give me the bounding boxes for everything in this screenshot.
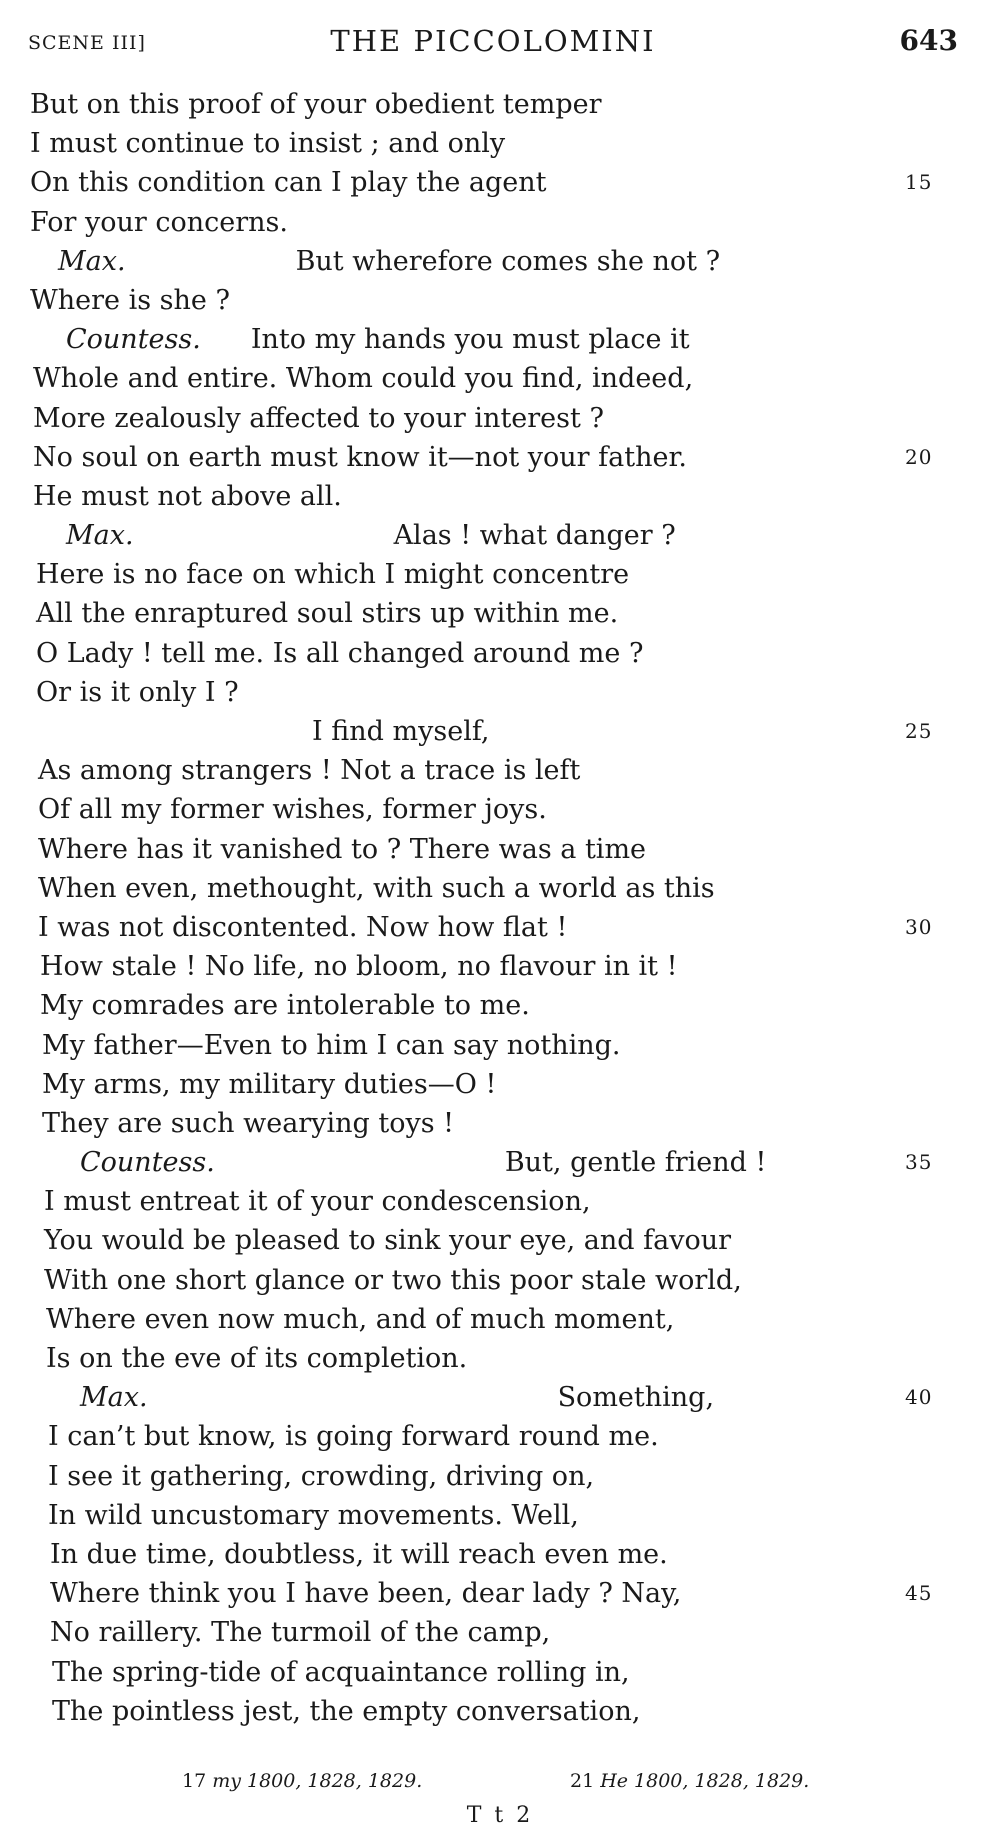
speaker-name: Max. (58, 245, 126, 277)
line-text: I see it gathering, crowding, driving on, (48, 1460, 595, 1492)
line-number: 45 (905, 1581, 933, 1606)
line-text: Where even now much, and of much moment, (46, 1303, 675, 1335)
verse-line (0, 1692, 1000, 1731)
line-text: Alas ! what danger ? (393, 520, 676, 552)
verse-line (0, 634, 1000, 673)
verse-line (0, 869, 1000, 908)
line-number: 15 (905, 170, 933, 195)
footnotes (0, 1770, 1000, 1806)
line-text: I can’t but know, is going forward round me. (48, 1421, 659, 1453)
line-text: Is on the eve of its completion. (46, 1343, 468, 1374)
line-text: O Lady ! tell me. Is all changed around me ? (36, 637, 644, 669)
verse-line (0, 1300, 1000, 1339)
line-text: The spring-tide of acquaintance rolling in, (52, 1656, 630, 1688)
verse-line (0, 438, 1000, 477)
verse-line (0, 1613, 1000, 1652)
footnote: 21 He 1800, 1828, 1829. (570, 1770, 810, 1792)
line-text: But, gentle friend ! (504, 1147, 767, 1179)
verse-text (0, 85, 1000, 1731)
verse-line (0, 1143, 1000, 1182)
line-text: As among strangers ! Not a trace is left (38, 755, 581, 787)
speaker-name: Max. (66, 520, 134, 552)
line-text: You would be pleased to sink your eye, and favour (44, 1225, 732, 1257)
line-text: On this condition can I play the agent (30, 167, 547, 199)
running-header (28, 24, 958, 64)
signature-mark: T t 2 (466, 1803, 534, 1828)
line-text: Or is it only I ? (36, 676, 239, 708)
verse-line (0, 1535, 1000, 1574)
verse-line (0, 85, 1000, 124)
line-text: Whole and entire. Whom could you find, indeed, (33, 363, 694, 395)
line-text: No soul on earth must know it—not your father. (33, 441, 687, 473)
line-text: He must not above all. (33, 480, 342, 512)
line-text: Where is she ? (30, 284, 230, 316)
verse-line (0, 1574, 1000, 1613)
line-number: 25 (905, 719, 933, 743)
verse-line (0, 1417, 1000, 1456)
line-text: My comrades are intolerable to me. (40, 990, 530, 1022)
line-number: 20 (905, 444, 933, 469)
line-text: I must continue to insist ; and only (30, 128, 506, 160)
line-text: But wherefore comes she not ? (295, 245, 721, 277)
line-text: In wild uncustomary movements. Well, (48, 1499, 579, 1531)
line-text: In due time, doubtless, it will reach even me. (50, 1538, 668, 1570)
verse-line (0, 242, 1000, 281)
verse-line (0, 673, 1000, 712)
speaker-name: Countess. (66, 324, 201, 356)
line-number: 30 (905, 914, 933, 939)
line-text: I was not discontented. Now how flat ! (38, 911, 568, 943)
verse-line (0, 751, 1000, 790)
line-text: Something, (557, 1382, 715, 1414)
verse-line (0, 477, 1000, 516)
verse-line (0, 399, 1000, 438)
verse-line (0, 1182, 1000, 1221)
verse-line (0, 1065, 1000, 1104)
verse-line (0, 1104, 1000, 1143)
line-text: But on this proof of your obedient temper (30, 89, 602, 120)
verse-line (0, 1378, 1000, 1417)
line-text: Where has it vanished to ? There was a time (38, 833, 647, 865)
verse-line (0, 1261, 1000, 1300)
line-text: They are such wearying toys ! (42, 1107, 455, 1139)
verse-line (0, 1339, 1000, 1378)
line-text: Here is no face on which I might concentre (36, 559, 630, 591)
line-text: How stale ! No life, no bloom, no flavour in it ! (40, 951, 678, 983)
line-text: With one short glance or two this poor stale world, (44, 1264, 742, 1296)
verse-line (0, 1221, 1000, 1260)
verse-line (0, 1653, 1000, 1692)
line-text: I find myself, (312, 716, 490, 747)
page-number: 643 (899, 24, 958, 57)
line-text: For your concerns. (30, 206, 288, 238)
verse-line (0, 203, 1000, 242)
verse-line (0, 516, 1000, 555)
verse-line (0, 1457, 1000, 1496)
verse-line (0, 281, 1000, 320)
line-text: The pointless jest, the empty conversation, (52, 1695, 641, 1727)
verse-line (0, 124, 1000, 163)
footnote: 17 my 1800, 1828, 1829. (182, 1770, 423, 1792)
verse-line (0, 320, 1000, 359)
speaker-name: Max. (80, 1382, 148, 1414)
line-text: All the enraptured soul stirs up within me. (36, 598, 619, 630)
line-text: Into my hands you must place it (250, 324, 690, 356)
verse-line (0, 712, 1000, 751)
verse-line (0, 555, 1000, 594)
verse-line (0, 359, 1000, 398)
verse-line (0, 908, 1000, 947)
verse-line (0, 1026, 1000, 1065)
line-text: My arms, my military duties—O ! (42, 1068, 497, 1100)
verse-line (0, 986, 1000, 1025)
verse-line (0, 830, 1000, 869)
scene-label: SCENE III] (28, 32, 146, 54)
speaker-name: Countess. (80, 1147, 215, 1179)
line-text: When even, methought, with such a world as this (38, 872, 715, 904)
line-text: Of all my former wishes, former joys. (38, 794, 547, 826)
verse-line (0, 790, 1000, 829)
line-text: Where think you I have been, dear lady ? Nay, (50, 1578, 682, 1610)
page-title: THE PICCOLOMINI (330, 24, 656, 58)
line-text: More zealously affected to your interest ? (33, 402, 604, 434)
verse-line (0, 1496, 1000, 1535)
verse-line (0, 594, 1000, 633)
line-text: My father—Even to him I can say nothing. (42, 1029, 621, 1061)
line-number: 40 (905, 1385, 933, 1410)
line-text: No raillery. The turmoil of the camp, (50, 1617, 551, 1649)
line-number: 35 (905, 1150, 933, 1175)
verse-line (0, 947, 1000, 986)
verse-line (0, 163, 1000, 202)
line-text: I must entreat it of your condescension, (44, 1186, 591, 1218)
